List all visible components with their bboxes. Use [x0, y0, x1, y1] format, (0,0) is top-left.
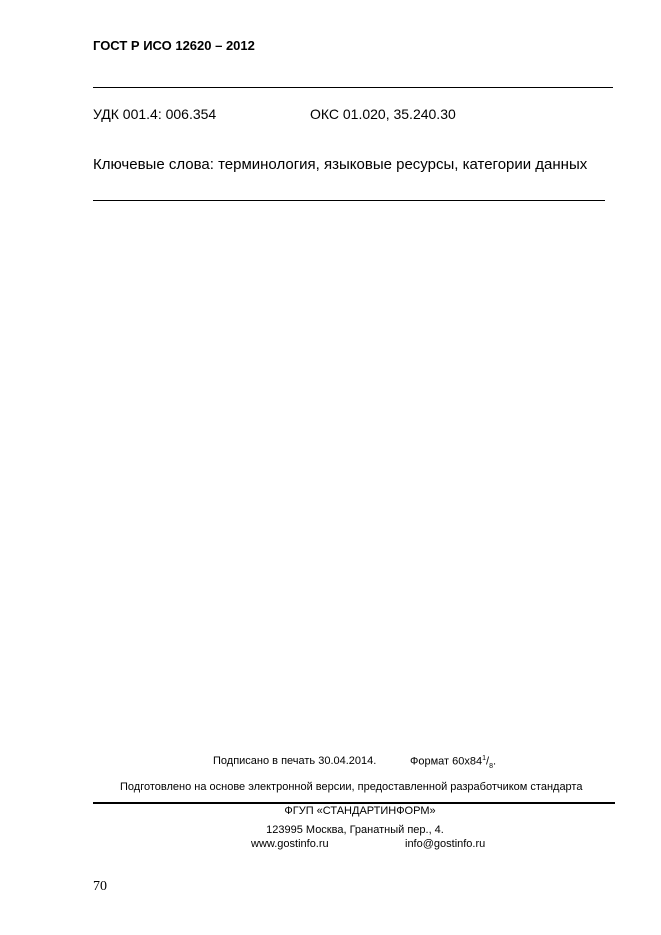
- format-label: Формат 60x84: [410, 755, 483, 768]
- divider: [93, 200, 605, 201]
- prepared-note: Подготовлено на основе электронной версии, предоставленной разработчиком стандарта: [120, 781, 583, 793]
- standard-header: ГОСТ Р ИСО 12620 – 2012: [93, 38, 255, 53]
- format: Формат $60x84^1/_8$.: [410, 755, 497, 770]
- keywords: Ключевые слова: терминология, языковые ресурсы, категории данных: [93, 156, 588, 173]
- oks-code: ОКС 01.020, 35.240.30: [310, 106, 456, 122]
- page-number: 70: [93, 879, 107, 894]
- address: 123995 Москва, Гранатный пер., 4.: [266, 824, 444, 836]
- udk-code: УДК 001.4: 006.354: [93, 106, 217, 122]
- divider: [93, 87, 613, 88]
- thick-divider: [93, 802, 615, 804]
- signed-date: Подписано в печать 30.04.2014.: [213, 755, 377, 767]
- website-link[interactable]: www.gostinfo.ru: [251, 838, 329, 850]
- publisher: ФГУП «СТАНДАРТИНФОРМ»: [284, 805, 436, 817]
- email-link[interactable]: info@gostinfo.ru: [405, 838, 486, 850]
